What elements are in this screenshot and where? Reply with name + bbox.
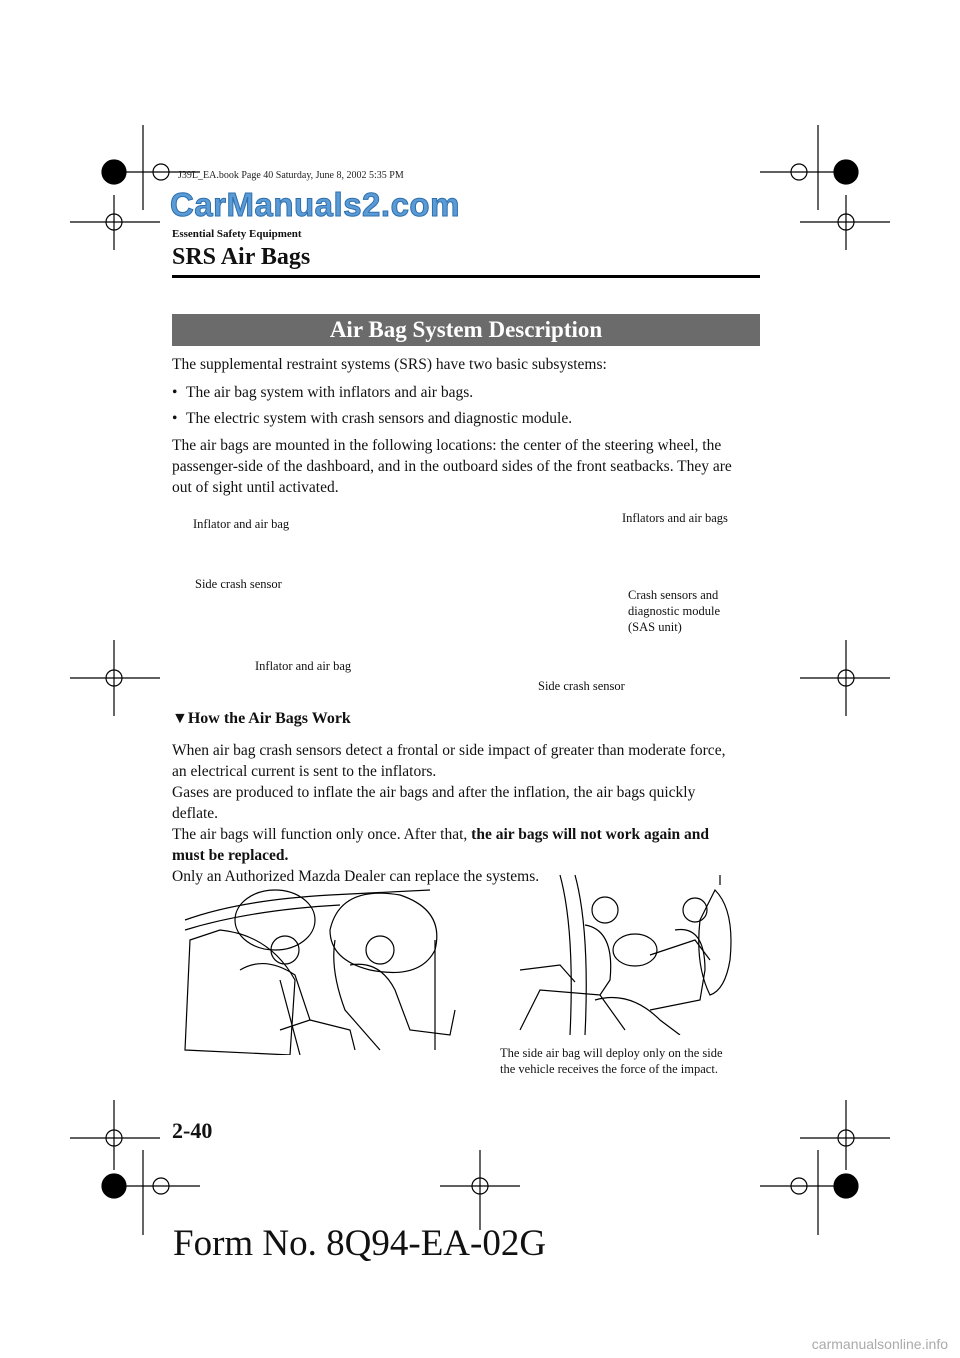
- book-info-line: J39L_EA.book Page 40 Saturday, June 8, 2002 5:35 PM: [178, 170, 404, 181]
- page-number: 2-40: [172, 1118, 213, 1143]
- site-logo: CarManuals2.com: [170, 186, 460, 223]
- page-title: SRS Air Bags: [172, 244, 311, 270]
- label-side-crash-sensor-left: Side crash sensor: [195, 577, 282, 591]
- label-crash-sensors: Crash sensors and diagnostic module (SAS unit): [628, 588, 720, 634]
- watermark: carmanualsonline.info: [811, 1336, 948, 1352]
- intro-paragraph: The supplemental restraint systems (SRS) have two basic subsystems:: [172, 356, 607, 373]
- locations-paragraph: The air bags are mounted in the following locations: the center of the steering wheel, the passenger-side of the dashboard, and in the outboard sides of the front seatbacks. They are out of sight until activated.: [172, 437, 732, 496]
- frontal-deployment-illustration: [180, 880, 460, 1055]
- how-paragraph: When air bag crash sensors detect a frontal or side impact of greater than moderate force, an electrical current is sent to the inflators. Gases are produced to inflate the air bags and after the inflation, the air bags quickly deflate. The air bags will function only once. After that, the air bags will not work again and must be replaced. Only an Authorized Mazda Dealer can replace the systems.: [172, 742, 726, 885]
- side-deployment-illustration: [500, 870, 750, 1035]
- label-inflator-air-bag-left: Inflator and air bag: [193, 517, 290, 531]
- subsection-heading: ▼How the Air Bags Work: [172, 710, 351, 727]
- title-rule: [172, 275, 760, 278]
- form-number: Form No. 8Q94-EA-02G: [173, 1223, 547, 1264]
- section-label: Essential Safety Equipment: [172, 228, 302, 240]
- label-inflators-air-bags: Inflators and air bags: [622, 511, 728, 525]
- triangle-bullet-icon: ▼: [172, 710, 188, 727]
- list-item: • The air bag system with inflators and air bags.: [172, 384, 474, 401]
- list-item: • The electric system with crash sensors and diagnostic module.: [172, 410, 573, 427]
- figure-caption: The side air bag will deploy only on the side the vehicle receives the force of the impact.: [500, 1046, 723, 1076]
- label-side-crash-sensor-bottom: Side crash sensor: [538, 679, 625, 693]
- section-banner: Air Bag System Description: [172, 314, 760, 346]
- airbag-location-diagram: [0, 500, 960, 700]
- label-inflator-air-bag-bottom: Inflator and air bag: [255, 659, 352, 673]
